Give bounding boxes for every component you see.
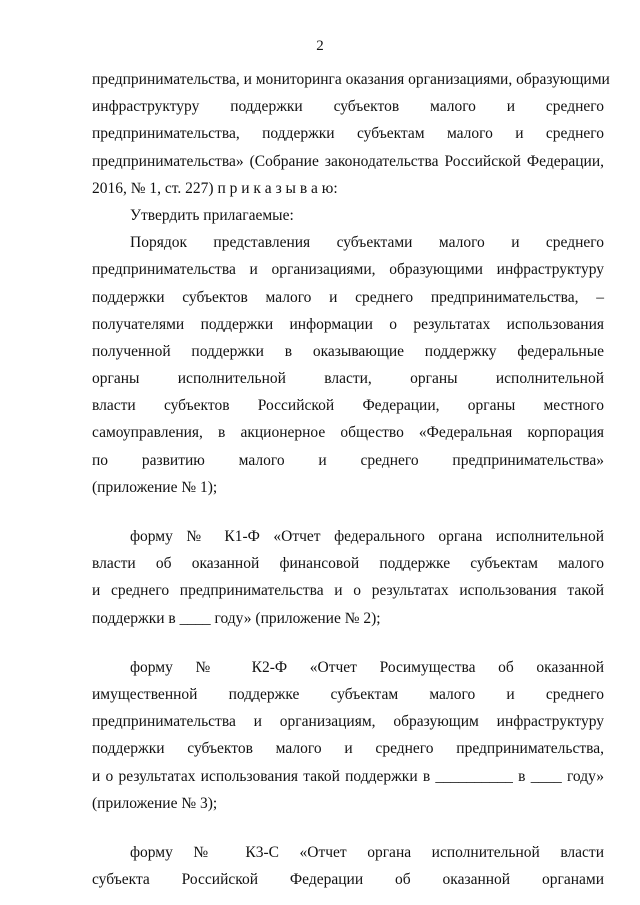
text-line: поддержки в ____ году» (приложение № 2); xyxy=(92,609,381,627)
text-line: органы исполнительной власти, органы исполнительной xyxy=(92,370,604,388)
text-line: Порядок представления субъектами малого и среднего xyxy=(130,234,604,252)
text-line: субъекта Российской Федерации об оказанной органами xyxy=(92,871,604,889)
text-line: предпринимательства» (Собрание законодательства Российской Федерации, xyxy=(92,152,604,170)
text-line: 2016, № 1, ст. 227) п р и к а з ы в а ю: xyxy=(92,179,338,197)
text-line: имущественной поддержке субъектам малого и среднего xyxy=(92,685,604,703)
text-line: получателями поддержки информации о результатах использования xyxy=(92,315,604,333)
text-line: Утвердить прилагаемые: xyxy=(130,206,294,224)
paragraph-gap xyxy=(92,501,604,523)
text-line: и среднего предпринимательства и о результатах использования такой xyxy=(92,582,604,600)
text-line: предпринимательства, и мониторинга оказания организациями, образующими xyxy=(92,71,610,88)
text-line: форму № К1-Ф «Отчет федерального органа исполнительной xyxy=(130,528,604,545)
paragraph-gap xyxy=(92,817,604,839)
text-line: предпринимательства и организациям, образующим инфраструктуру xyxy=(92,713,604,731)
text-line: форму № К2-Ф «Отчет Росимущества об оказанной xyxy=(130,658,604,676)
paragraph-gap xyxy=(92,632,604,654)
text-line: форму № К3-С «Отчет органа исполнительной власти xyxy=(130,843,604,861)
text-line: (приложение № 3); xyxy=(92,794,218,812)
text-line: полученной поддержки в оказывающие поддержку федеральные xyxy=(92,342,604,360)
text-line: по развитию малого и среднего предпринимательства» xyxy=(92,451,604,469)
text-line: (приложение № 1); xyxy=(92,478,218,496)
text-line: власти об оказанной финансовой поддержке субъектам малого xyxy=(92,555,604,573)
text-line: инфраструктуру поддержки субъектов малого и среднего xyxy=(92,98,604,116)
document-body xyxy=(92,66,610,893)
text-line: и о результатах использования такой поддержки в __________ в ____ году» xyxy=(92,767,604,785)
page-number: 2 xyxy=(316,38,324,54)
text-line: самоуправления, в акционерное общество «Федеральная корпорация xyxy=(92,424,604,442)
text-line: поддержки субъектов малого и среднего предпринимательства, xyxy=(92,740,604,758)
text-line: предпринимательства, поддержки субъектам малого и среднего xyxy=(92,125,604,143)
text-line: предпринимательства и организациями, образующими инфраструктуру xyxy=(92,261,604,279)
text-line: власти субъектов Российской Федерации, органы местного xyxy=(92,397,604,415)
text-line: поддержки субъектов малого и среднего предпринимательства, – xyxy=(92,288,604,306)
